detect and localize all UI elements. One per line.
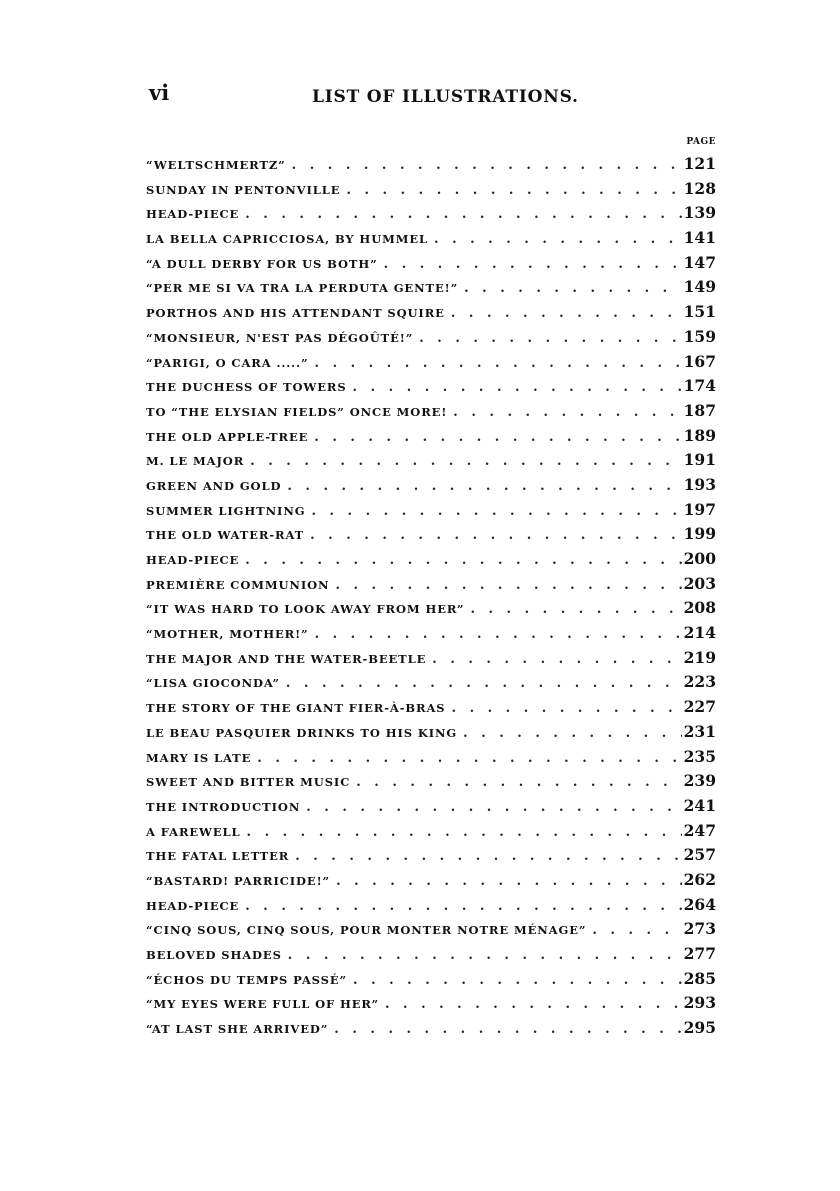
list-item — [146, 228, 716, 253]
list-item — [146, 771, 716, 796]
list-item — [146, 549, 716, 574]
dot-leader — [286, 158, 682, 173]
dot-leader — [347, 380, 682, 395]
dot-leader — [308, 430, 682, 445]
list-item — [146, 426, 716, 451]
dot-leader — [309, 356, 682, 371]
entry-page: 197 — [683, 499, 716, 519]
dot-leader — [289, 849, 682, 864]
entry-title: “LISA GIOCONDA” — [146, 676, 280, 691]
entry-page: 257 — [683, 845, 716, 865]
dot-leader — [426, 652, 682, 667]
list-item — [146, 1018, 716, 1043]
list-item — [146, 475, 716, 500]
entry-title: THE FATAL LETTER — [146, 849, 290, 864]
entry-page: 247 — [683, 820, 716, 840]
entry-page: 193 — [683, 474, 716, 494]
dot-leader — [282, 948, 682, 963]
entry-page: 277 — [683, 944, 716, 963]
entry-page: 187 — [683, 400, 716, 420]
entry-title: A FAREWELL — [146, 824, 241, 839]
entry-page: 128 — [683, 178, 716, 198]
list-item — [146, 821, 716, 846]
entry-title: LA BELLA CAPRICCIOSA, BY HUMMEL — [146, 232, 429, 247]
entry-page: 231 — [683, 721, 716, 741]
entry-title: HEAD-PIECE — [146, 898, 240, 913]
list-item — [146, 450, 716, 475]
entry-title: THE INTRODUCTION — [146, 799, 301, 814]
entry-page: 199 — [683, 524, 716, 544]
dot-leader — [428, 232, 682, 247]
list-item — [146, 327, 716, 352]
entry-title: GREEN AND GOLD — [146, 478, 282, 493]
entry-title: THE DUCHESS OF TOWERS — [146, 380, 347, 395]
list-item — [146, 203, 716, 228]
entry-page: 159 — [683, 326, 716, 346]
entry-title: MARY IS LATE — [146, 750, 252, 765]
entry-page: 264 — [683, 894, 716, 914]
list-item — [146, 154, 716, 179]
entry-page: 151 — [683, 302, 716, 322]
list-item — [146, 969, 716, 994]
entry-title: PORTHOS AND HIS ATTENDANT SQUIRE — [146, 306, 445, 321]
list-item — [146, 574, 716, 599]
entry-page: 295 — [683, 1018, 716, 1038]
entry-page: 200 — [683, 549, 716, 568]
entry-title: THE STORY OF THE GIANT FIER-À-BRAS — [146, 701, 446, 716]
entry-title: “MY EYES WERE FULL OF HER” — [146, 997, 379, 1012]
dot-leader — [458, 281, 682, 296]
dot-leader — [244, 454, 682, 469]
dot-leader — [330, 874, 682, 889]
entry-title: “BASTARD! PARRICIDE!” — [146, 873, 331, 888]
list-item — [146, 179, 716, 204]
entry-title: LE BEAU PASQUIER DRINKS TO HIS KING — [146, 725, 458, 740]
list-item — [146, 870, 716, 895]
dot-leader — [280, 676, 682, 691]
dot-leader — [239, 207, 682, 222]
dot-leader — [241, 825, 682, 840]
list-item — [146, 376, 716, 401]
entry-title: “AT LAST SHE ARRIVED” — [146, 1022, 329, 1037]
list-item — [146, 253, 716, 278]
list-item — [146, 277, 716, 302]
dot-leader — [446, 701, 682, 716]
dot-leader — [347, 973, 682, 988]
entry-page: 223 — [683, 672, 716, 692]
entry-title: HEAD-PIECE — [146, 207, 240, 222]
dot-leader — [239, 553, 682, 568]
entry-title: “IT WAS HARD TO LOOK AWAY FROM HER” — [146, 602, 465, 617]
entry-page: 219 — [683, 647, 716, 667]
dot-leader — [281, 479, 682, 494]
entry-title: BELOVED SHADES — [146, 948, 282, 962]
dot-leader — [445, 306, 682, 321]
entry-page: 147 — [683, 252, 716, 272]
list-item — [146, 648, 716, 673]
page-number: vi — [149, 80, 170, 105]
entry-title: “WELTSCHMERTZ” — [146, 158, 286, 172]
entry-page: 235 — [683, 746, 716, 766]
entry-title: “MOTHER, MOTHER!” — [146, 627, 309, 642]
dot-leader — [328, 1022, 682, 1037]
dot-leader — [251, 751, 682, 766]
entry-page: 293 — [683, 993, 716, 1013]
entry-title: THE OLD WATER-RAT — [146, 528, 305, 543]
entry-page: 149 — [683, 277, 716, 297]
list-item — [146, 845, 716, 870]
dot-leader — [300, 800, 682, 815]
dot-leader — [464, 602, 682, 617]
running-head: LIST OF ILLUSTRATIONS. — [312, 87, 579, 107]
dot-leader — [329, 578, 682, 593]
dot-leader — [340, 183, 682, 198]
list-item — [146, 944, 716, 969]
list-item — [146, 993, 716, 1018]
list-item — [146, 722, 716, 747]
entry-title: “PARIGI, O CARA .....” — [146, 355, 309, 370]
dot-leader — [305, 504, 682, 519]
entry-page: 141 — [683, 228, 716, 248]
entry-page: 189 — [683, 425, 716, 445]
dot-leader — [239, 899, 682, 914]
list-item — [146, 352, 716, 377]
entry-title: SWEET AND BITTER MUSIC — [146, 775, 351, 790]
entry-title: TO “THE ELYSIAN FIELDS” ONCE MORE! — [146, 404, 448, 419]
list-item — [146, 796, 716, 821]
list-item — [146, 623, 716, 648]
illustrations-list — [146, 154, 716, 1043]
entry-title: M. LE MAJOR — [146, 454, 245, 469]
dot-leader — [350, 775, 682, 790]
dot-leader — [447, 405, 682, 420]
page-column-heading: PAGE — [686, 137, 716, 147]
entry-page: 121 — [683, 154, 716, 173]
entry-page: 167 — [683, 351, 716, 371]
entry-page: 273 — [683, 919, 716, 939]
entry-title: THE OLD APPLE-TREE — [146, 429, 309, 444]
list-item — [146, 919, 716, 944]
entry-title: THE MAJOR AND THE WATER-BEETLE — [146, 651, 427, 666]
entry-page: 139 — [683, 203, 716, 223]
list-item — [146, 747, 716, 772]
entry-title: SUMMER LIGHTNING — [146, 503, 306, 518]
dot-leader — [586, 923, 682, 938]
entry-title: HEAD-PIECE — [146, 553, 240, 567]
list-item — [146, 895, 716, 920]
list-item — [146, 302, 716, 327]
entry-page: 214 — [683, 623, 716, 643]
list-item — [146, 401, 716, 426]
dot-leader — [457, 726, 682, 741]
list-item — [146, 672, 716, 697]
entry-page: 174 — [683, 376, 716, 396]
entry-page: 203 — [683, 573, 716, 593]
entry-title: “CINQ SOUS, CINQ SOUS, POUR MONTER NOTRE MÉNAGE” — [146, 923, 587, 938]
entry-title: “PER ME SI VA TRA LA PERDUTA GENTE!” — [146, 281, 459, 296]
list-item — [146, 598, 716, 623]
list-item — [146, 697, 716, 722]
entry-title: “MONSIEUR, N'EST PAS DÉGOÛTÉ!” — [146, 330, 414, 345]
dot-leader — [379, 997, 682, 1012]
entry-page: 241 — [683, 795, 716, 815]
entry-page: 208 — [683, 598, 716, 618]
list-item — [146, 500, 716, 525]
dot-leader — [378, 257, 682, 272]
entry-page: 239 — [683, 771, 716, 791]
entry-page: 191 — [683, 450, 716, 470]
entry-title: “A DULL DERBY FOR US BOTH” — [146, 256, 378, 271]
dot-leader — [413, 331, 682, 346]
entry-page: 227 — [683, 697, 716, 717]
entry-title: “ÉCHOS DU TEMPS PASSÉ” — [146, 972, 348, 987]
entry-title: SUNDAY IN PENTONVILLE — [146, 182, 341, 197]
entry-title: PREMIÈRE COMMUNION — [146, 577, 330, 592]
dot-leader — [309, 627, 682, 642]
dot-leader — [304, 528, 682, 543]
entry-page: 285 — [683, 968, 716, 988]
entry-page: 262 — [683, 869, 716, 889]
list-item — [146, 524, 716, 549]
